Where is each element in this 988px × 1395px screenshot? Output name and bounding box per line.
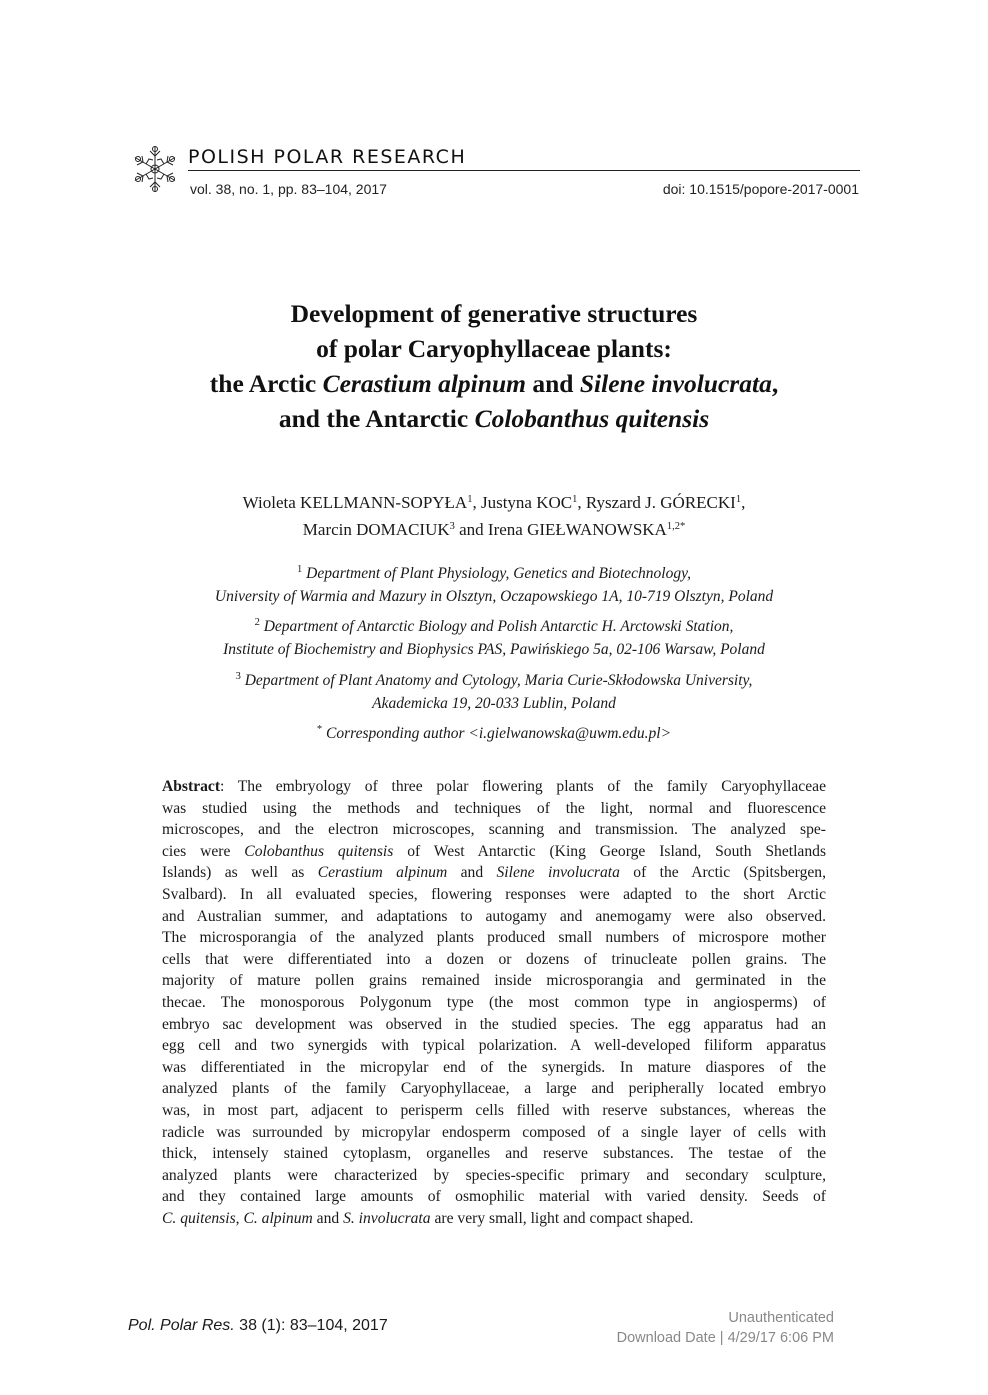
download-date: Download Date | 4/29/17 6:06 PM: [616, 1330, 834, 1346]
abstract-line: embryo sac development was observed in the studied species. The egg apparatus had an: [162, 1015, 826, 1033]
title-line: of polar Caryophyllaceae plants:: [316, 334, 672, 363]
abstract-label: Abstract: [162, 778, 221, 795]
abstract-line: analyzed plants of the family Caryophyllaceae, a large and peripherally located embryo: [162, 1080, 826, 1098]
abstract-line: thecae. The monosporous Polygonum type (the most common type in angiosperms) of: [162, 993, 826, 1011]
journal-name: POLISH POLAR RESEARCH: [188, 146, 467, 168]
abstract-line: Abstract: The embryology of three polar flowering plants of the family Caryophyllaceae: [162, 778, 826, 795]
abstract-line: cies were Colobanthus quitensis of West Antarctic (King George Island, South Shetlands: [162, 842, 826, 860]
doi: doi: 10.1515/popore-2017-0001: [662, 181, 859, 197]
abstract-line: egg cell and two synergids with typical polarization. A well-developed filiform apparatus: [162, 1037, 826, 1055]
unauthenticated-label: Unauthenticated: [728, 1310, 834, 1326]
abstract-line: and they contained large amounts of osmophilic material with varied density. Seeds of: [162, 1188, 826, 1206]
abstract-line: was studied using the methods and techniques of the light, normal and fluorescence: [162, 799, 826, 817]
title-line: and the Antarctic Colobanthus quitensis: [278, 404, 710, 433]
author-line: Wioleta KELLMANN-SOPYŁA$^1$, Justyna KOC$^1$, Ryszard J. GÓRECKI$^1$,: [242, 493, 746, 512]
title-line: Development of generative structures: [290, 299, 698, 328]
abstract-line: analyzed plants were characterized by species-specific primary and secondary sculpture,: [162, 1166, 826, 1184]
header-rule: [188, 170, 860, 171]
abstract-line: The microsporangia of the analyzed plants produced small numbers of microspore mother: [162, 929, 826, 947]
volume-info: vol. 38, no. 1, pp. 83–104, 2017: [190, 181, 387, 197]
abstract-line: and Australian summer, and adaptations to autogamy and anemogamy were also observed.: [162, 907, 826, 925]
title-line: the Arctic Cerastium alpinum and Silene involucrata,: [209, 369, 779, 398]
abstract-line: microscopes, and the electron microscopes, scanning and transmission. The analyzed spe-: [162, 821, 826, 839]
abstract-line: radicle was surrounded by micropylar endosperm composed of a single layer of cells with: [162, 1123, 826, 1141]
affiliation-3: $^3$ Department of Plant Anatomy and Cytology, Maria Curie-Skłodowska University, Akademicka 19, 20-033 Lublin, Poland: [235, 671, 753, 712]
download-stamp: [617, 1308, 834, 1348]
corresponding-author: * Corresponding author <i.gielwanowska@uwm.edu.pl>: [316, 724, 672, 742]
abstract-line: C. quitensis, C. alpinum and S. involucrata are very small, light and compact shaped.: [162, 1209, 694, 1227]
abstract-line: Svalbard). In all evaluated species, flowering responses were adapted to the short Arctic: [162, 885, 826, 903]
author-line: Marcin DOMACIUK$^3$ and Irena $GIEŁWANOWSKA^{1,2*}$: [302, 520, 686, 539]
abstract-line: was differentiated in the micropylar end of the synergids. In mature diaspores of the: [162, 1058, 826, 1076]
author-list: [100, 489, 888, 543]
paper-title: [100, 296, 888, 436]
abstract-line: was, in most part, adjacent to perisperm cells filled with reserve substances, whereas the: [162, 1101, 826, 1119]
footer-citation: Pol. Polar Res. 38 (1): 83–104, 2017: [128, 1317, 388, 1334]
abstract-line: cells that were differentiated into a dozen or dozens of trinucleate pollen grains. The: [162, 950, 826, 968]
snowflake-logo-icon: [126, 143, 184, 195]
abstract: [162, 776, 826, 1229]
abstract-line: majority of mature pollen grains remained inside microsporangia and germinated in the: [162, 972, 826, 990]
affiliation-2: $^2$ Department of Antarctic Biology and Polish Antarctic H. Arctowski Station, Institute of Biochemistry and Biophysics PAS, Pawińskiego 5a, 02-106 Warsaw, Poland: [223, 617, 765, 658]
abstract-line: thick, intensely stained cytoplasm, organelles and reserve substances. The testae of the: [162, 1145, 826, 1163]
abstract-line: Islands) as well as Cerastium alpinum and Silene involucrata of the Arctic (Spitsbergen,: [162, 864, 826, 882]
affiliation-1: $^1$ Department of Plant Physiology, Genetics and Biotechnology, University of Warmia and Mazury in Olsztyn, Oczapowskiego 1A, 10-719 Olsztyn, Poland: [214, 564, 774, 605]
